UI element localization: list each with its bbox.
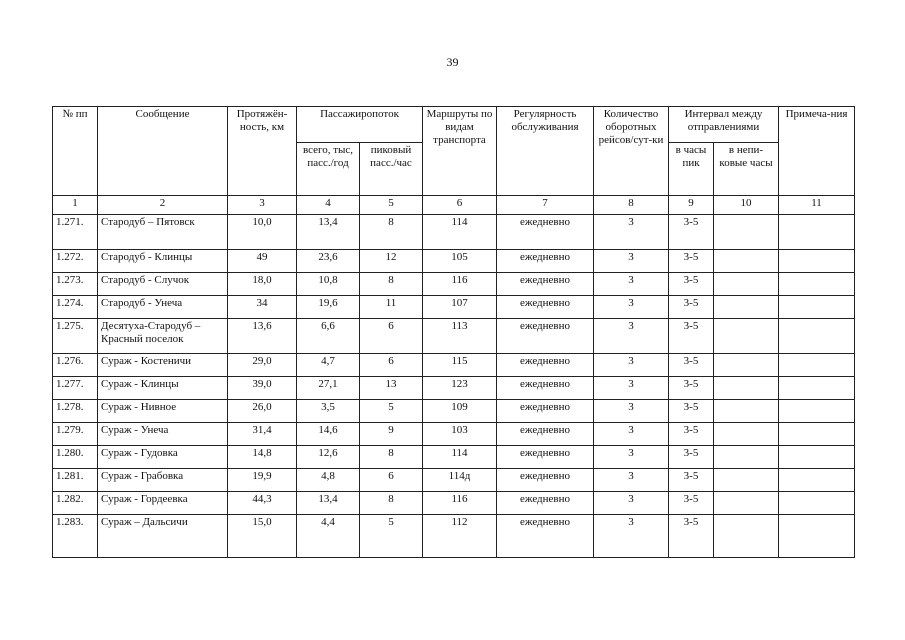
cell-num: 1.277. bbox=[53, 377, 98, 400]
cell-interval-offpeak bbox=[714, 250, 779, 273]
cell-route: Сураж - Гордеевка bbox=[98, 492, 228, 515]
cell-route-number: 109 bbox=[423, 400, 497, 423]
cell-route: Сураж - Грабовка bbox=[98, 469, 228, 492]
cell-flow-total: 4,7 bbox=[297, 354, 360, 377]
cell-regularity: ежедневно bbox=[497, 515, 594, 558]
cell-flow-total: 13,4 bbox=[297, 215, 360, 250]
column-index: 11 bbox=[779, 196, 855, 215]
cell-regularity: ежедневно bbox=[497, 296, 594, 319]
cell-interval-peak: 3-5 bbox=[669, 215, 714, 250]
cell-flow-peak: 5 bbox=[360, 515, 423, 558]
cell-route: Сураж - Унеча bbox=[98, 423, 228, 446]
cell-length: 19,9 bbox=[228, 469, 297, 492]
table-row bbox=[53, 273, 855, 296]
cell-trips: 3 bbox=[594, 250, 669, 273]
cell-interval-peak: 3-5 bbox=[669, 492, 714, 515]
cell-route: Сураж - Костеничи bbox=[98, 354, 228, 377]
cell-interval-offpeak bbox=[714, 215, 779, 250]
cell-flow-peak: 8 bbox=[360, 446, 423, 469]
cell-num: 1.275. bbox=[53, 319, 98, 354]
cell-flow-total: 10,8 bbox=[297, 273, 360, 296]
cell-regularity: ежедневно bbox=[497, 354, 594, 377]
cell-route-number: 123 bbox=[423, 377, 497, 400]
cell-note bbox=[779, 319, 855, 354]
cell-interval-offpeak bbox=[714, 469, 779, 492]
cell-flow-peak: 9 bbox=[360, 423, 423, 446]
cell-note bbox=[779, 400, 855, 423]
table-row bbox=[53, 354, 855, 377]
cell-flow-peak: 8 bbox=[360, 492, 423, 515]
cell-trips: 3 bbox=[594, 377, 669, 400]
cell-regularity: ежедневно bbox=[497, 492, 594, 515]
cell-route-number: 114 bbox=[423, 446, 497, 469]
column-index: 5 bbox=[360, 196, 423, 215]
header-passenger-flow: Пассажиропоток bbox=[297, 107, 423, 143]
cell-num: 1.281. bbox=[53, 469, 98, 492]
cell-flow-peak: 13 bbox=[360, 377, 423, 400]
cell-length: 14,8 bbox=[228, 446, 297, 469]
route-schedule-table bbox=[52, 106, 855, 558]
cell-note bbox=[779, 446, 855, 469]
cell-interval-peak: 3-5 bbox=[669, 515, 714, 558]
column-index: 1 bbox=[53, 196, 98, 215]
cell-interval-offpeak bbox=[714, 354, 779, 377]
cell-route: Десятуха-Стародуб – Красный поселок bbox=[98, 319, 228, 354]
cell-flow-total: 23,6 bbox=[297, 250, 360, 273]
cell-regularity: ежедневно bbox=[497, 319, 594, 354]
cell-interval-peak: 3-5 bbox=[669, 319, 714, 354]
cell-flow-total: 6,6 bbox=[297, 319, 360, 354]
cell-flow-total: 4,8 bbox=[297, 469, 360, 492]
cell-note bbox=[779, 377, 855, 400]
cell-length: 49 bbox=[228, 250, 297, 273]
cell-flow-total: 4,4 bbox=[297, 515, 360, 558]
cell-note bbox=[779, 423, 855, 446]
cell-regularity: ежедневно bbox=[497, 273, 594, 296]
table-row bbox=[53, 469, 855, 492]
cell-trips: 3 bbox=[594, 469, 669, 492]
header-length: Протяжён-ность, км bbox=[228, 107, 297, 196]
cell-trips: 3 bbox=[594, 296, 669, 319]
column-index: 2 bbox=[98, 196, 228, 215]
cell-length: 13,6 bbox=[228, 319, 297, 354]
cell-regularity: ежедневно bbox=[497, 215, 594, 250]
cell-route-number: 103 bbox=[423, 423, 497, 446]
column-index: 10 bbox=[714, 196, 779, 215]
column-index: 3 bbox=[228, 196, 297, 215]
cell-flow-total: 27,1 bbox=[297, 377, 360, 400]
cell-num: 1.274. bbox=[53, 296, 98, 319]
cell-interval-peak: 3-5 bbox=[669, 446, 714, 469]
table-row bbox=[53, 446, 855, 469]
cell-interval-offpeak bbox=[714, 492, 779, 515]
cell-interval-peak: 3-5 bbox=[669, 296, 714, 319]
cell-num: 1.273. bbox=[53, 273, 98, 296]
column-index: 8 bbox=[594, 196, 669, 215]
cell-interval-offpeak bbox=[714, 423, 779, 446]
cell-route-number: 112 bbox=[423, 515, 497, 558]
cell-trips: 3 bbox=[594, 515, 669, 558]
cell-route-number: 116 bbox=[423, 492, 497, 515]
cell-interval-offpeak bbox=[714, 446, 779, 469]
cell-trips: 3 bbox=[594, 400, 669, 423]
cell-length: 26,0 bbox=[228, 400, 297, 423]
cell-note bbox=[779, 469, 855, 492]
cell-interval-offpeak bbox=[714, 296, 779, 319]
cell-flow-peak: 5 bbox=[360, 400, 423, 423]
header-interval-peak: в часы пик bbox=[669, 143, 714, 196]
cell-interval-peak: 3-5 bbox=[669, 354, 714, 377]
column-index: 4 bbox=[297, 196, 360, 215]
table-row bbox=[53, 423, 855, 446]
cell-regularity: ежедневно bbox=[497, 469, 594, 492]
header-interval: Интервал между отправлениями bbox=[669, 107, 779, 143]
cell-note bbox=[779, 492, 855, 515]
cell-length: 18,0 bbox=[228, 273, 297, 296]
cell-regularity: ежедневно bbox=[497, 250, 594, 273]
cell-note bbox=[779, 250, 855, 273]
cell-flow-peak: 8 bbox=[360, 215, 423, 250]
cell-route: Сураж - Нивное bbox=[98, 400, 228, 423]
cell-flow-total: 12,6 bbox=[297, 446, 360, 469]
column-index: 9 bbox=[669, 196, 714, 215]
cell-interval-peak: 3-5 bbox=[669, 250, 714, 273]
header-flow-total: всего, тыс, пасс./год bbox=[297, 143, 360, 196]
cell-flow-total: 14,6 bbox=[297, 423, 360, 446]
cell-regularity: ежедневно bbox=[497, 400, 594, 423]
page-number: 39 bbox=[446, 55, 459, 69]
cell-num: 1.280. bbox=[53, 446, 98, 469]
cell-route-number: 114д bbox=[423, 469, 497, 492]
cell-route: Стародуб – Пятовск bbox=[98, 215, 228, 250]
cell-flow-peak: 6 bbox=[360, 469, 423, 492]
cell-num: 1.282. bbox=[53, 492, 98, 515]
cell-note bbox=[779, 515, 855, 558]
cell-note bbox=[779, 354, 855, 377]
table-row bbox=[53, 400, 855, 423]
cell-num: 1.276. bbox=[53, 354, 98, 377]
cell-trips: 3 bbox=[594, 273, 669, 296]
cell-length: 10,0 bbox=[228, 215, 297, 250]
cell-trips: 3 bbox=[594, 215, 669, 250]
cell-interval-peak: 3-5 bbox=[669, 400, 714, 423]
cell-route-number: 114 bbox=[423, 215, 497, 250]
cell-flow-total: 19,6 bbox=[297, 296, 360, 319]
header-row-1 bbox=[53, 107, 855, 143]
table-row bbox=[53, 296, 855, 319]
column-index: 7 bbox=[497, 196, 594, 215]
cell-interval-offpeak bbox=[714, 515, 779, 558]
cell-regularity: ежедневно bbox=[497, 446, 594, 469]
cell-trips: 3 bbox=[594, 492, 669, 515]
table-row bbox=[53, 377, 855, 400]
cell-flow-peak: 11 bbox=[360, 296, 423, 319]
cell-flow-total: 3,5 bbox=[297, 400, 360, 423]
header-trips: Количество оборотных рейсов/сут-ки bbox=[594, 107, 669, 196]
cell-num: 1.272. bbox=[53, 250, 98, 273]
cell-route: Сураж – Дальсичи bbox=[98, 515, 228, 558]
cell-trips: 3 bbox=[594, 319, 669, 354]
column-index: 6 bbox=[423, 196, 497, 215]
header-num: № пп bbox=[53, 107, 98, 196]
cell-interval-peak: 3-5 bbox=[669, 377, 714, 400]
cell-route: Стародуб - Клинцы bbox=[98, 250, 228, 273]
cell-num: 1.283. bbox=[53, 515, 98, 558]
table-row bbox=[53, 319, 855, 354]
cell-note bbox=[779, 273, 855, 296]
cell-trips: 3 bbox=[594, 446, 669, 469]
table-row bbox=[53, 492, 855, 515]
header-flow-peak: пиковый пасс./час bbox=[360, 143, 423, 196]
column-index-row bbox=[53, 196, 855, 215]
header-route: Сообщение bbox=[98, 107, 228, 196]
table-row bbox=[53, 215, 855, 250]
cell-route-number: 115 bbox=[423, 354, 497, 377]
cell-interval-offpeak bbox=[714, 319, 779, 354]
cell-flow-peak: 6 bbox=[360, 354, 423, 377]
cell-route: Стародуб - Случок bbox=[98, 273, 228, 296]
cell-flow-total: 13,4 bbox=[297, 492, 360, 515]
header-routes-by-transport: Маршруты по видам транспорта bbox=[423, 107, 497, 196]
cell-num: 1.279. bbox=[53, 423, 98, 446]
cell-trips: 3 bbox=[594, 354, 669, 377]
cell-length: 34 bbox=[228, 296, 297, 319]
cell-route: Сураж - Клинцы bbox=[98, 377, 228, 400]
cell-flow-peak: 6 bbox=[360, 319, 423, 354]
cell-route-number: 105 bbox=[423, 250, 497, 273]
cell-interval-offpeak bbox=[714, 400, 779, 423]
cell-flow-peak: 8 bbox=[360, 273, 423, 296]
header-notes: Примеча-ния bbox=[779, 107, 855, 196]
cell-num: 1.278. bbox=[53, 400, 98, 423]
cell-note bbox=[779, 215, 855, 250]
cell-note bbox=[779, 296, 855, 319]
cell-regularity: ежедневно bbox=[497, 423, 594, 446]
cell-length: 39,0 bbox=[228, 377, 297, 400]
header-regularity: Регулярность обслуживания bbox=[497, 107, 594, 196]
cell-length: 44,3 bbox=[228, 492, 297, 515]
cell-flow-peak: 12 bbox=[360, 250, 423, 273]
cell-regularity: ежедневно bbox=[497, 377, 594, 400]
cell-length: 15,0 bbox=[228, 515, 297, 558]
cell-interval-offpeak bbox=[714, 273, 779, 296]
cell-route: Стародуб - Унеча bbox=[98, 296, 228, 319]
cell-route-number: 107 bbox=[423, 296, 497, 319]
cell-route: Сураж - Гудовка bbox=[98, 446, 228, 469]
cell-interval-peak: 3-5 bbox=[669, 469, 714, 492]
cell-interval-offpeak bbox=[714, 377, 779, 400]
cell-trips: 3 bbox=[594, 423, 669, 446]
cell-length: 31,4 bbox=[228, 423, 297, 446]
cell-interval-peak: 3-5 bbox=[669, 423, 714, 446]
header-interval-offpeak: в непи-ковые часы bbox=[714, 143, 779, 196]
cell-route-number: 113 bbox=[423, 319, 497, 354]
cell-route-number: 116 bbox=[423, 273, 497, 296]
table-row bbox=[53, 515, 855, 558]
cell-interval-peak: 3-5 bbox=[669, 273, 714, 296]
cell-length: 29,0 bbox=[228, 354, 297, 377]
cell-num: 1.271. bbox=[53, 215, 98, 250]
table-row bbox=[53, 250, 855, 273]
